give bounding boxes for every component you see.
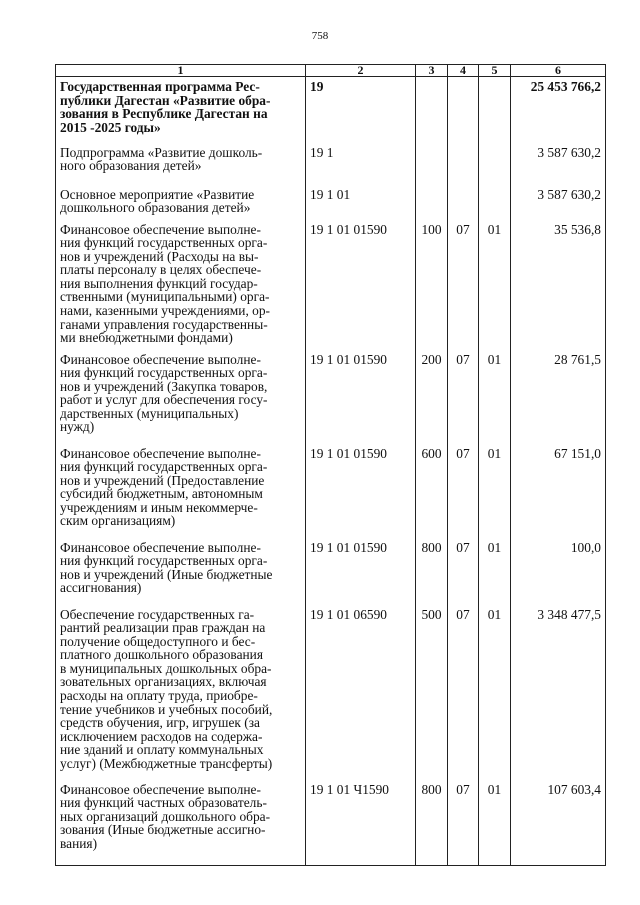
row-pr-cell: 01 (479, 350, 511, 444)
row-sum-cell: 3 587 630,2 (511, 185, 606, 220)
column-header: 2 (306, 65, 416, 77)
column-header: 3 (416, 65, 448, 77)
row-vr-cell: 600 (416, 444, 448, 538)
row-pr-cell: 01 (479, 780, 511, 866)
table-row (56, 780, 606, 866)
row-code-cell: 19 1 01 (306, 185, 416, 220)
row-sum-cell: 3 348 477,5 (511, 605, 606, 780)
row-vr-cell: 100 (416, 220, 448, 350)
table-row (56, 350, 606, 444)
table-row (56, 220, 606, 350)
row-code-cell: 19 1 01 01590 (306, 444, 416, 538)
table-row (56, 77, 606, 143)
table-row (56, 185, 606, 220)
row-rz-cell (448, 77, 479, 143)
table-row (56, 538, 606, 605)
row-vr-cell: 800 (416, 780, 448, 866)
row-rz-cell: 07 (448, 605, 479, 780)
row-sum-cell: 3 587 630,2 (511, 143, 606, 185)
row-sum-cell: 28 761,5 (511, 350, 606, 444)
row-vr-cell: 500 (416, 605, 448, 780)
row-vr-cell: 800 (416, 538, 448, 605)
row-code-cell: 19 1 01 01590 (306, 350, 416, 444)
row-sum-cell: 25 453 766,2 (511, 77, 606, 143)
column-header: 6 (511, 65, 606, 77)
row-name-cell: Финансовое обеспечение выполне- ния функций частных образователь- ных организаций дошкольного обра- зования (Иные бюджетные ассигно- вания) (56, 780, 306, 866)
budget-table (55, 64, 606, 866)
row-code-cell: 19 1 01 01590 (306, 220, 416, 350)
row-vr-cell (416, 77, 448, 143)
row-rz-cell (448, 185, 479, 220)
row-rz-cell: 07 (448, 538, 479, 605)
row-sum-cell: 107 603,4 (511, 780, 606, 866)
row-name-cell: Государственная программа Рес- публики Дагестан «Развитие обра- зования в Республике Дагестан на 2015 -2025 годы» (56, 77, 306, 143)
column-header: 1 (56, 65, 306, 77)
row-sum-cell: 67 151,0 (511, 444, 606, 538)
row-rz-cell: 07 (448, 780, 479, 866)
row-name-cell: Финансовое обеспечение выполне- ния функций государственных орга- нов и учреждений (Расходы на вы- платы персоналу в целях обеспече- ния выполнения функций государ- ственными (муниципальными) орга- нами, казенными учреждениями, ор- ганами управления государственны- ми внебюджетными фондами) (56, 220, 306, 350)
row-name-cell: Финансовое обеспечение выполне- ния функций государственных орга- нов и учреждений (Закупка товаров, работ и услуг для обеспечения госу- дарственных (муниципальных) нужд) (56, 350, 306, 444)
row-vr-cell: 200 (416, 350, 448, 444)
header-row (56, 65, 606, 77)
row-name-cell: Обеспечение государственных га- рантий реализации прав граждан на получение общедоступного и бес- платного дошкольного образования в муниципальных дошкольных обра- зовательных организациях, включая расходы на оплату труда, приобре- тение учебников и учебных пособий, средств обучения, игр, игрушек (за исключением расходов на содержа- ние зданий и оплату коммунальных услуг) (Межбюджетные трансферты) (56, 605, 306, 780)
row-code-cell: 19 1 (306, 143, 416, 185)
row-pr-cell: 01 (479, 220, 511, 350)
row-code-cell: 19 1 01 06590 (306, 605, 416, 780)
row-rz-cell: 07 (448, 444, 479, 538)
table-row (56, 605, 606, 780)
row-code-cell: 19 (306, 77, 416, 143)
row-vr-cell (416, 143, 448, 185)
row-name-cell: Финансовое обеспечение выполне- ния функций государственных орга- нов и учреждений (Иные бюджетные ассигнования) (56, 538, 306, 605)
column-header: 4 (448, 65, 479, 77)
row-pr-cell (479, 77, 511, 143)
row-vr-cell (416, 185, 448, 220)
table-row (56, 143, 606, 185)
row-pr-cell: 01 (479, 605, 511, 780)
row-pr-cell: 01 (479, 538, 511, 605)
row-pr-cell (479, 143, 511, 185)
row-sum-cell: 100,0 (511, 538, 606, 605)
page-number: 758 (311, 30, 329, 42)
row-rz-cell: 07 (448, 220, 479, 350)
row-name-cell: Основное мероприятие «Развитие дошкольного образования детей» (56, 185, 306, 220)
row-pr-cell (479, 185, 511, 220)
row-rz-cell (448, 143, 479, 185)
row-code-cell: 19 1 01 01590 (306, 538, 416, 605)
row-sum-cell: 35 536,8 (511, 220, 606, 350)
row-code-cell: 19 1 01 Ч1590 (306, 780, 416, 866)
table-row (56, 444, 606, 538)
row-pr-cell: 01 (479, 444, 511, 538)
row-name-cell: Подпрограмма «Развитие дошколь- ного образования детей» (56, 143, 306, 185)
row-rz-cell: 07 (448, 350, 479, 444)
column-header: 5 (479, 65, 511, 77)
row-name-cell: Финансовое обеспечение выполне- ния функций государственных орга- нов и учреждений (Предоставление субсидий бюджетным, автономным учреждениям и иным некоммерче- ским организациям) (56, 444, 306, 538)
